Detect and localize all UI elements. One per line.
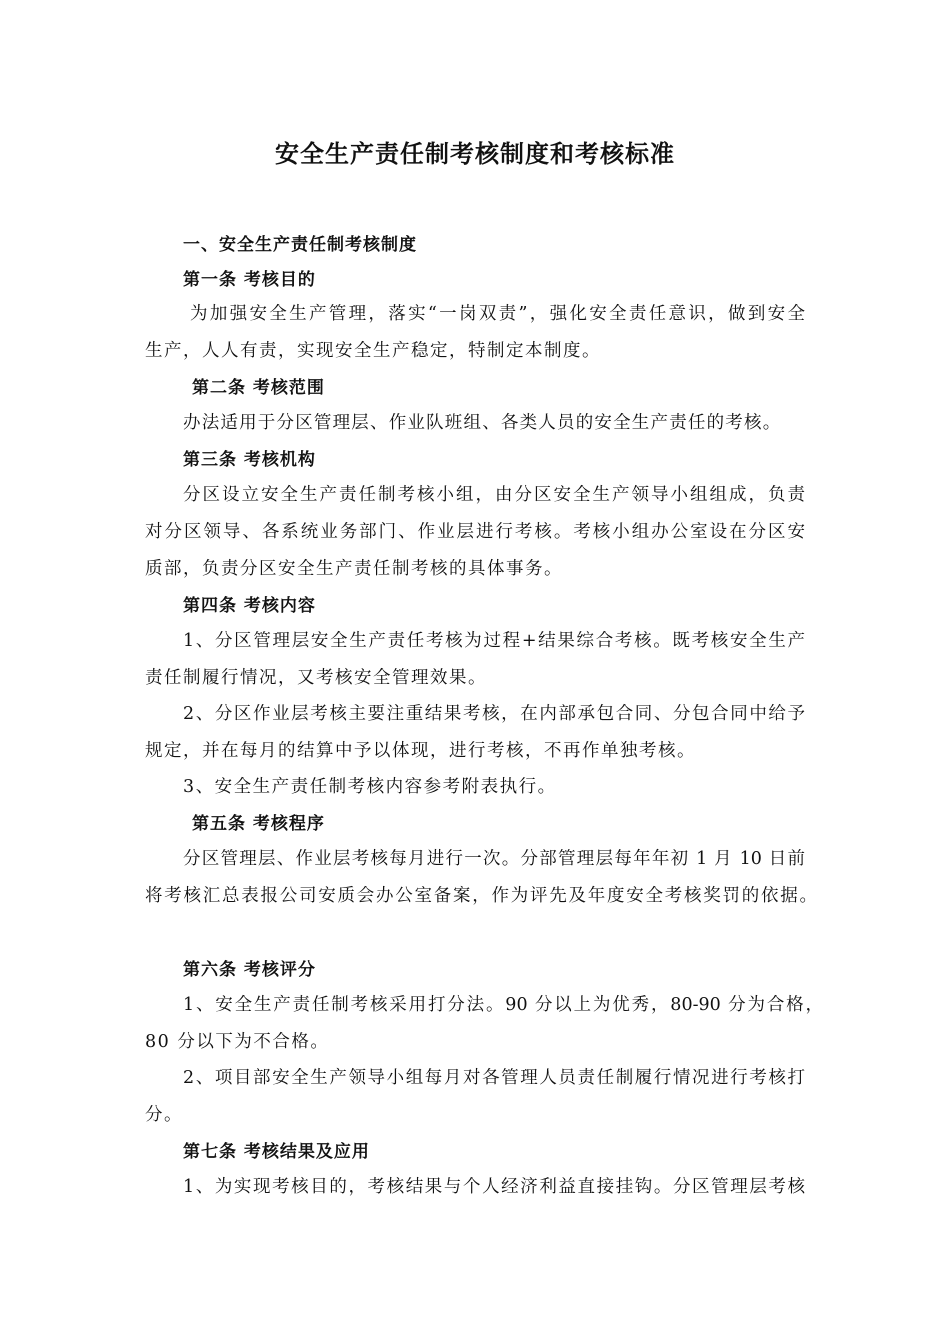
article-3-line-1: 分区设立安全生产责任制考核小组，由分区安全生产领导小组组成，负责: [183, 485, 805, 505]
article-7-heading: 第七条 考核结果及应用: [183, 1142, 370, 1162]
article-1-heading: 第一条 考核目的: [183, 270, 316, 290]
article-3-line-3: 质部，负责分区安全生产责任制考核的具体事务。: [145, 559, 563, 579]
article-4-line-4: 规定，并在每月的结算中予以体现，进行考核，不再作单独考核。: [145, 741, 696, 761]
article-5-line-2: 将考核汇总表报公司安质会办公室备案，作为评先及年度安全考核奖罚的依据。: [145, 886, 817, 906]
article-2-line-1: 办法适用于分区管理层、作业队班组、各类人员的安全生产责任的考核。: [183, 413, 782, 433]
article-6-heading: 第六条 考核评分: [183, 960, 316, 980]
article-1-line-2: 生产，人人有责，实现安全生产稳定，特制定本制度。: [145, 341, 601, 361]
article-6-line-2: 80 分以下为不合格。: [145, 1032, 330, 1052]
article-3-line-2: 对分区领导、各系统业务部门、作业层进行考核。考核小组办公室设在分区安: [145, 522, 805, 542]
article-5-line-1: 分区管理层、作业层考核每月进行一次。分部管理层每年年初 1 月 10 日前: [183, 849, 805, 869]
article-3-heading: 第三条 考核机构: [183, 450, 316, 470]
article-7-line-1: 1、为实现考核目的，考核结果与个人经济利益直接挂钩。分区管理层考核: [183, 1177, 805, 1197]
document-title: 安全生产责任制考核制度和考核标准: [275, 140, 675, 168]
article-6-line-1: 1、安全生产责任制考核采用打分法。90 分以上为优秀，80-90 分为合格，: [183, 995, 823, 1015]
article-4-heading: 第四条 考核内容: [183, 596, 316, 616]
article-2-heading: 第二条 考核范围: [192, 378, 325, 398]
section-heading: 一、安全生产责任制考核制度: [183, 235, 417, 255]
article-4-line-5: 3、安全生产责任制考核内容参考附表执行。: [183, 777, 557, 797]
article-5-heading: 第五条 考核程序: [192, 814, 325, 834]
article-6-line-3: 2、项目部安全生产领导小组每月对各管理人员责任制履行情况进行考核打: [183, 1068, 805, 1088]
article-4-line-3: 2、分区作业层考核主要注重结果考核，在内部承包合同、分包合同中给予: [183, 704, 805, 724]
article-4-line-2: 责任制履行情况，又考核安全管理效果。: [145, 668, 487, 688]
article-6-line-4: 分。: [145, 1105, 183, 1125]
article-1-line-1: 为加强安全生产管理，落实“一岗双责”，强化安全责任意识，做到安全: [190, 304, 805, 324]
article-4-line-1: 1、分区管理层安全生产责任考核为过程+结果综合考核。既考核安全生产: [183, 631, 805, 651]
